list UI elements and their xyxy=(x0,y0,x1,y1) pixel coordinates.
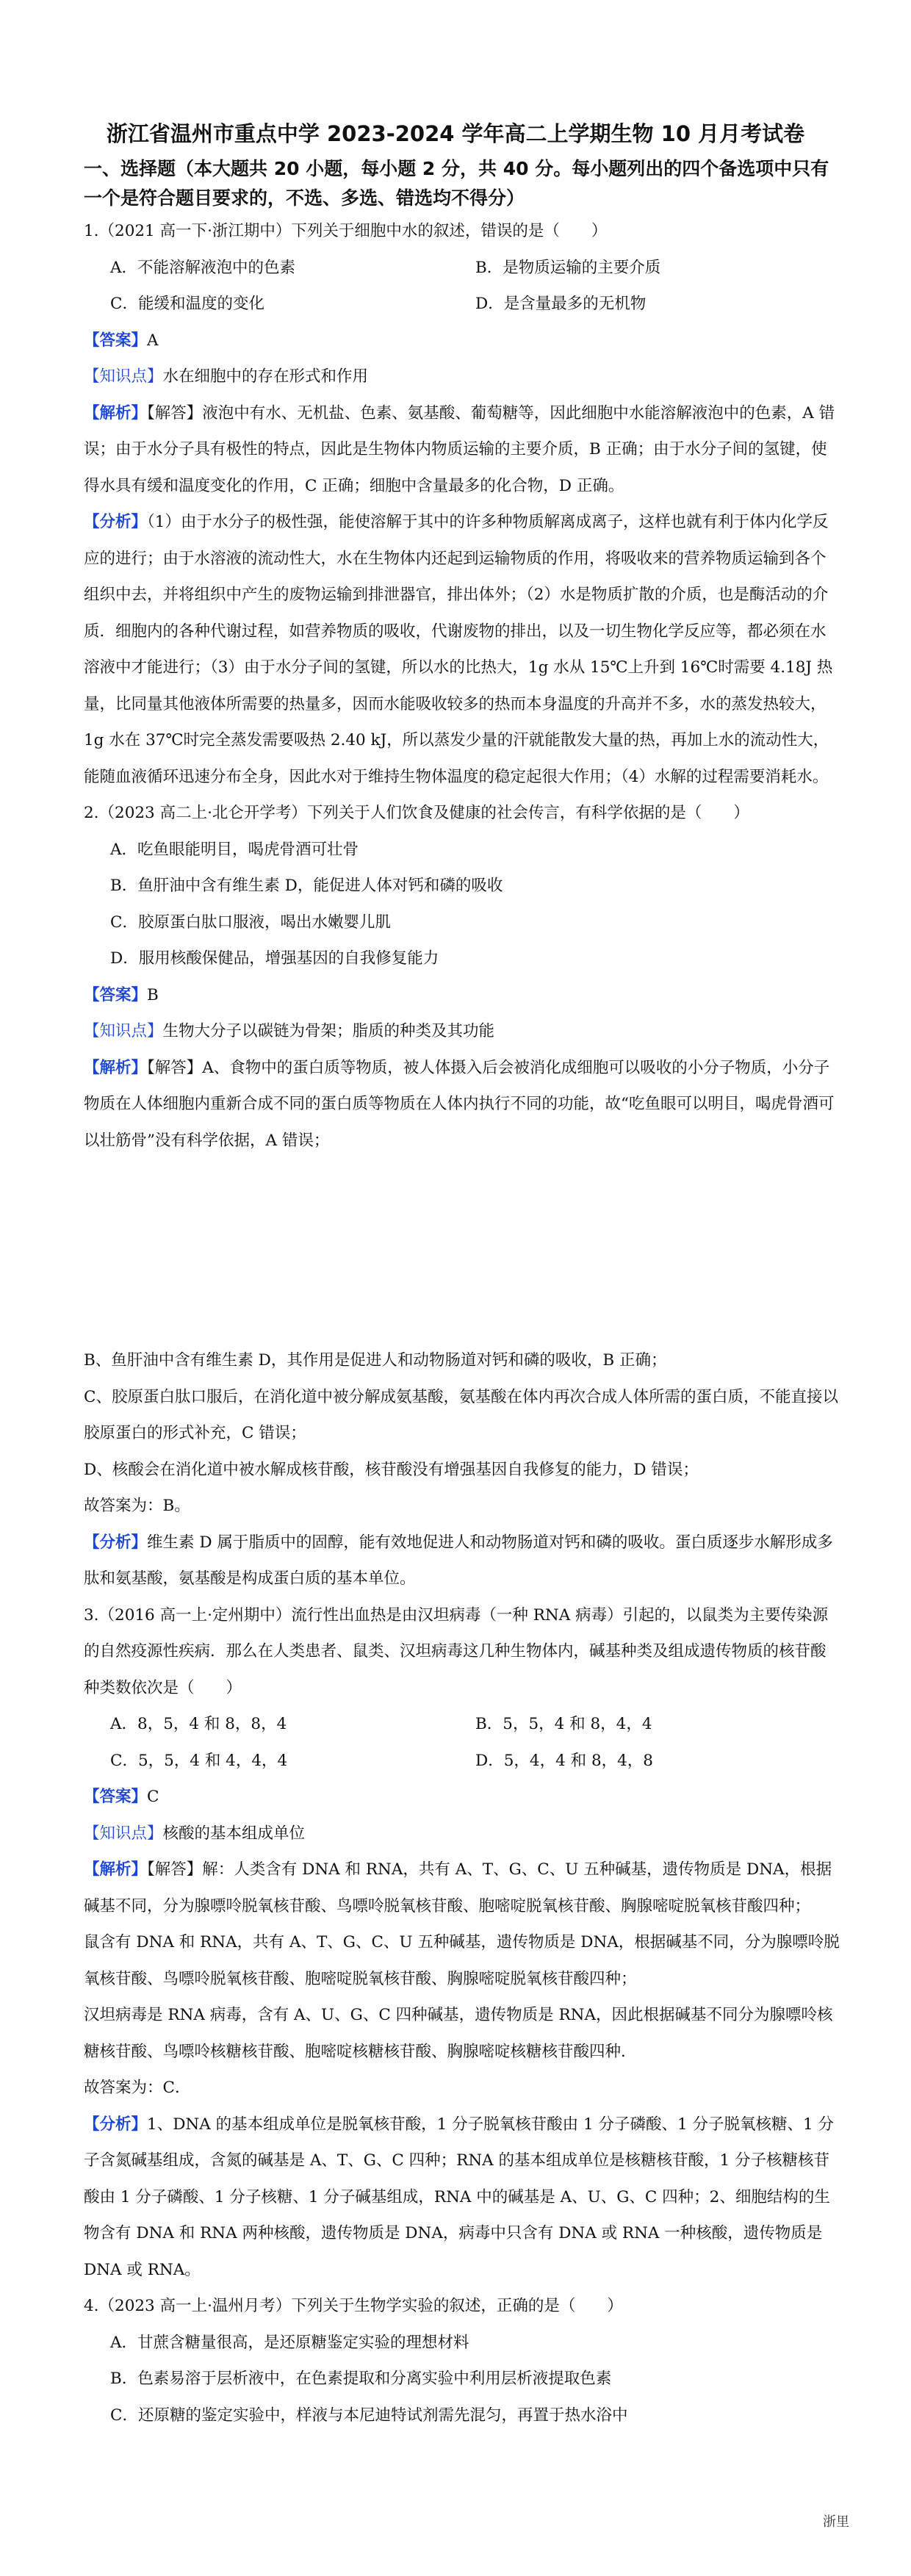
question-2-conclusion: 故答案为：B。 xyxy=(84,1497,190,1515)
question-3-analysis xyxy=(84,1852,840,1924)
question-3-line-mouse: 鼠含有 DNA 和 RNA，共有 A、T、G、C、U 五种碱基，遗传物质是 DNA，根据碱基不同，分为腺嘌呤脱氧核苷酸、鸟嘌呤脱氧核苷酸、胞嘧啶脱氧核苷酸、胸腺嘧啶脱氧核苷酸四种； xyxy=(84,1933,840,1988)
page-title: 浙江省温州市重点中学 2023-2024 学年高二上学期生物 10 月月考试卷 xyxy=(106,121,805,146)
blank-space xyxy=(84,1159,840,1342)
question-3-option-c: C．5，5，4 和 4，4，4 xyxy=(110,1751,288,1770)
knowledge-label: 【知识点】 xyxy=(84,1824,163,1843)
question-1-option-b: B．是物质运输的主要介质 xyxy=(475,258,661,277)
question-3-knowledge xyxy=(84,1816,840,1852)
question-1-answer xyxy=(84,323,840,359)
page-footer: 浙里 xyxy=(823,2514,849,2530)
knowledge-value: 生物大分子以碳链为骨架；脂质的种类及其功能 xyxy=(162,1022,495,1040)
question-2-option-c: C．胶原蛋白肽口服液，喝出水嫩婴儿肌 xyxy=(110,913,391,932)
breakdown-text: 1、DNA 的基本组成单位是脱氧核苷酸，1 分子脱氧核苷酸由 1 分子磷酸、1 分子脱氧核糖、1 分子含氮碱基组成，含氮的碱基是 A、T、G、C 四种；RNA 的基本组成单位是核糖核苷酸，1 分子核糖核苷酸由 1 分子磷酸、1 分子核糖、1 分子碱基组成，RNA 中的碱基是 A、U、G、C 四种；2、细胞结构的生物含有 DNA 和 RNA 两种核酸，遗传物质是 DNA，病毒中只含有 DNA 或 RNA 一种核酸，遗传物质是 DNA 或 RNA。 xyxy=(84,2115,834,2279)
question-1-breakdown xyxy=(84,504,840,795)
question-2-analysis xyxy=(84,1050,840,1159)
question-2-line-d: D、核酸会在消化道中被水解成核苷酸，核苷酸没有增强基因自我修复的能力，D 错误； xyxy=(84,1460,699,1479)
question-4-option-b: B．色素易溶于层析液中，在色素提取和分离实验中利用层析液提取色素 xyxy=(110,2370,612,2388)
question-3-line-virus: 汉坦病毒是 RNA 病毒，含有 A、U、G、C 四种碱基，遗传物质是 RNA，因此根据碱基不同分为腺嘌呤核糖核苷酸、鸟嘌呤核糖核苷酸、胞嘧啶核糖核苷酸、胸腺嘧啶核糖核苷酸四种． xyxy=(84,2006,833,2061)
answer-value: A xyxy=(147,331,159,350)
knowledge-label: 【知识点】 xyxy=(84,367,163,386)
answer-label: 【答案】 xyxy=(84,331,148,350)
question-2-line-b: B、鱼肝油中含有维生素 D，其作用是促进人和动物肠道对钙和磷的吸收，B 正确； xyxy=(84,1351,667,1370)
knowledge-value: 水在细胞中的存在形式和作用 xyxy=(162,367,369,386)
knowledge-value: 核酸的基本组成单位 xyxy=(162,1824,306,1843)
breakdown-label: 【分析】 xyxy=(84,2115,148,2134)
question-1-knowledge xyxy=(84,359,840,395)
question-2-answer xyxy=(84,977,840,1014)
question-1-options-row-2 xyxy=(84,286,840,323)
analysis-label: 【解析】 xyxy=(84,403,148,422)
question-1-option-d: D．是含量最多的无机物 xyxy=(475,295,647,313)
answer-value: B xyxy=(147,985,159,1004)
question-3-answer xyxy=(84,1779,840,1816)
question-2-option-d: D．服用核酸保健品，增强基因的自我修复能力 xyxy=(110,949,439,968)
question-4-option-c: C．还原糖的鉴定实验中，样液与本尼迪特试剂需先混匀，再置于热水浴中 xyxy=(110,2406,628,2425)
question-3-option-b: B．5，5，4 和 8，4，4 xyxy=(475,1715,652,1733)
question-4-option-a: A．甘蔗含糖量很高，是还原糖鉴定实验的理想材料 xyxy=(110,2333,469,2352)
question-1-options-row-1 xyxy=(84,250,840,287)
question-1-option-a: A．不能溶解液泡中的色素 xyxy=(110,258,296,277)
knowledge-label: 【知识点】 xyxy=(84,1022,163,1040)
question-3-option-a: A．8，5，4 和 8，8，4 xyxy=(110,1715,287,1733)
question-3-conclusion: 故答案为：C． xyxy=(84,2079,191,2097)
answer-value: C xyxy=(147,1788,159,1806)
analysis-label: 【解析】 xyxy=(84,1058,148,1077)
question-2-knowledge xyxy=(84,1013,840,1050)
answer-label: 【答案】 xyxy=(84,1788,148,1806)
breakdown-text: （1）由于水分子的极性强，能使溶解于其中的许多种物质解离成离子，这样也就有利于体内化学反应的进行；由于水溶液的流动性大，水在生物体内还起到运输物质的作用，将吸收来的营养物质运输到各个组织中去，并将组织中产生的废物运输到排泄器官，排出体外；（2）水是物质扩散的介质，也是酶活动的介质．细胞内的各种代谢过程，如营养物质的吸收，代谢废物的排出，以及一切生物化学反应等，都必须在水溶液中才能进行；（3）由于水分子间的氢键，所以水的比热大，1g 水从 15℃上升到 16℃时需要 4.18J 热量，比同量其他液体所需要的热量多，因而水能吸收较多的热而本身温度的升高并不多，水的蒸发热较大，1g 水在 37℃时完全蒸发需要吸热 2.40 kJ，所以蒸发少量的汗就能散发大量的热，再加上水的流动性大，能随血液循环迅速分布全身，因此水对于维持生物体温度的稳定起很大作用；（4）水解的过程需要消耗水。 xyxy=(84,513,833,786)
question-3-option-d: D．5，4，4 和 8，4，8 xyxy=(475,1751,653,1770)
analysis-label: 【解析】 xyxy=(84,1860,148,1879)
question-1-analysis xyxy=(84,395,840,505)
breakdown-label: 【分析】 xyxy=(84,1533,148,1552)
question-3-options-row-2 xyxy=(84,1743,840,1780)
analysis-text: 【解答】解：人类含有 DNA 和 RNA，共有 A、T、G、C、U 五种碱基，遗传物质是 DNA，根据碱基不同，分为腺嘌呤脱氧核苷酸、鸟嘌呤脱氧核苷酸、胞嘧啶脱氧核苷酸、胸腺嘧啶脱氧核苷酸四种； xyxy=(84,1860,832,1915)
question-3-options-row-1 xyxy=(84,1706,840,1743)
question-1-stem: 1.（2021 高一下·浙江期中）下列关于细胞中水的叙述，错误的是（ ） xyxy=(84,222,608,240)
question-2-breakdown xyxy=(84,1525,840,1597)
question-1-option-c: C．能缓和温度的变化 xyxy=(110,295,264,313)
question-3-breakdown xyxy=(84,2107,840,2289)
breakdown-label: 【分析】 xyxy=(84,513,148,531)
answer-label: 【答案】 xyxy=(84,985,148,1004)
question-list xyxy=(84,213,840,2433)
question-2-line-c: C、胶原蛋白肽口服后，在消化道中被分解成氨基酸，氨基酸在体内再次合成人体所需的蛋白质，不能直接以胶原蛋白的形式补充，C 错误； xyxy=(84,1387,838,1442)
question-3-stem: 3.（2016 高一上·定州期中）流行性出血热是由汉坦病毒（一种 RNA 病毒）引起的，以鼠类为主要传染源的自然疫源性疾病．那么在人类患者、鼠类、汉坦病毒这几种生物体内，碱基种类及组成遗传物质的核苷酸种类数依次是（ ） xyxy=(84,1605,829,1697)
analysis-text: 【解答】A、食物中的蛋白质等物质，被人体摄入后会被消化成细胞可以吸收的小分子物质，小分子物质在人体细胞内重新合成不同的蛋白质等物质在人体内执行不同的功能，故“吃鱼眼可以明目，喝虎骨酒可以壮筋骨”没有科学依据，A 错误； xyxy=(84,1058,835,1150)
question-2-option-a: A．吃鱼眼能明目，喝虎骨酒可壮骨 xyxy=(110,840,359,859)
question-4-stem: 4.（2023 高一上·温州月考）下列关于生物学实验的叙述，正确的是（ ） xyxy=(84,2297,623,2315)
breakdown-text: 维生素 D 属于脂质中的固醇，能有效地促进人和动物肠道对钙和磷的吸收。蛋白质逐步水解形成多肽和氨基酸，氨基酸是构成蛋白质的基本单位。 xyxy=(84,1533,833,1588)
question-2-option-b: B．鱼肝油中含有维生素 D，能促进人体对钙和磷的吸收 xyxy=(110,877,503,895)
section-heading: 一、选择题（本大题共 20 小题，每小题 2 分，共 40 分。每小题列出的四个备选项中只有一个是符合题目要求的，不选、多选、错选均不得分） xyxy=(84,158,829,209)
question-2-stem: 2.（2023 高二上·北仑开学考）下列关于人们饮食及健康的社会传言，有科学依据的是（ ） xyxy=(84,804,749,822)
analysis-text: 【解答】液泡中有水、无机盐、色素、氨基酸、葡萄糖等，因此细胞中水能溶解液泡中的色素，A 错误；由于水分子具有极性的特点，因此是生物体内物质运输的主要介质，B 正确；由于水分子间的氢键，使得水具有缓和温度变化的作用，C 正确；细胞中含量最多的化合物，D 正确。 xyxy=(84,403,835,495)
